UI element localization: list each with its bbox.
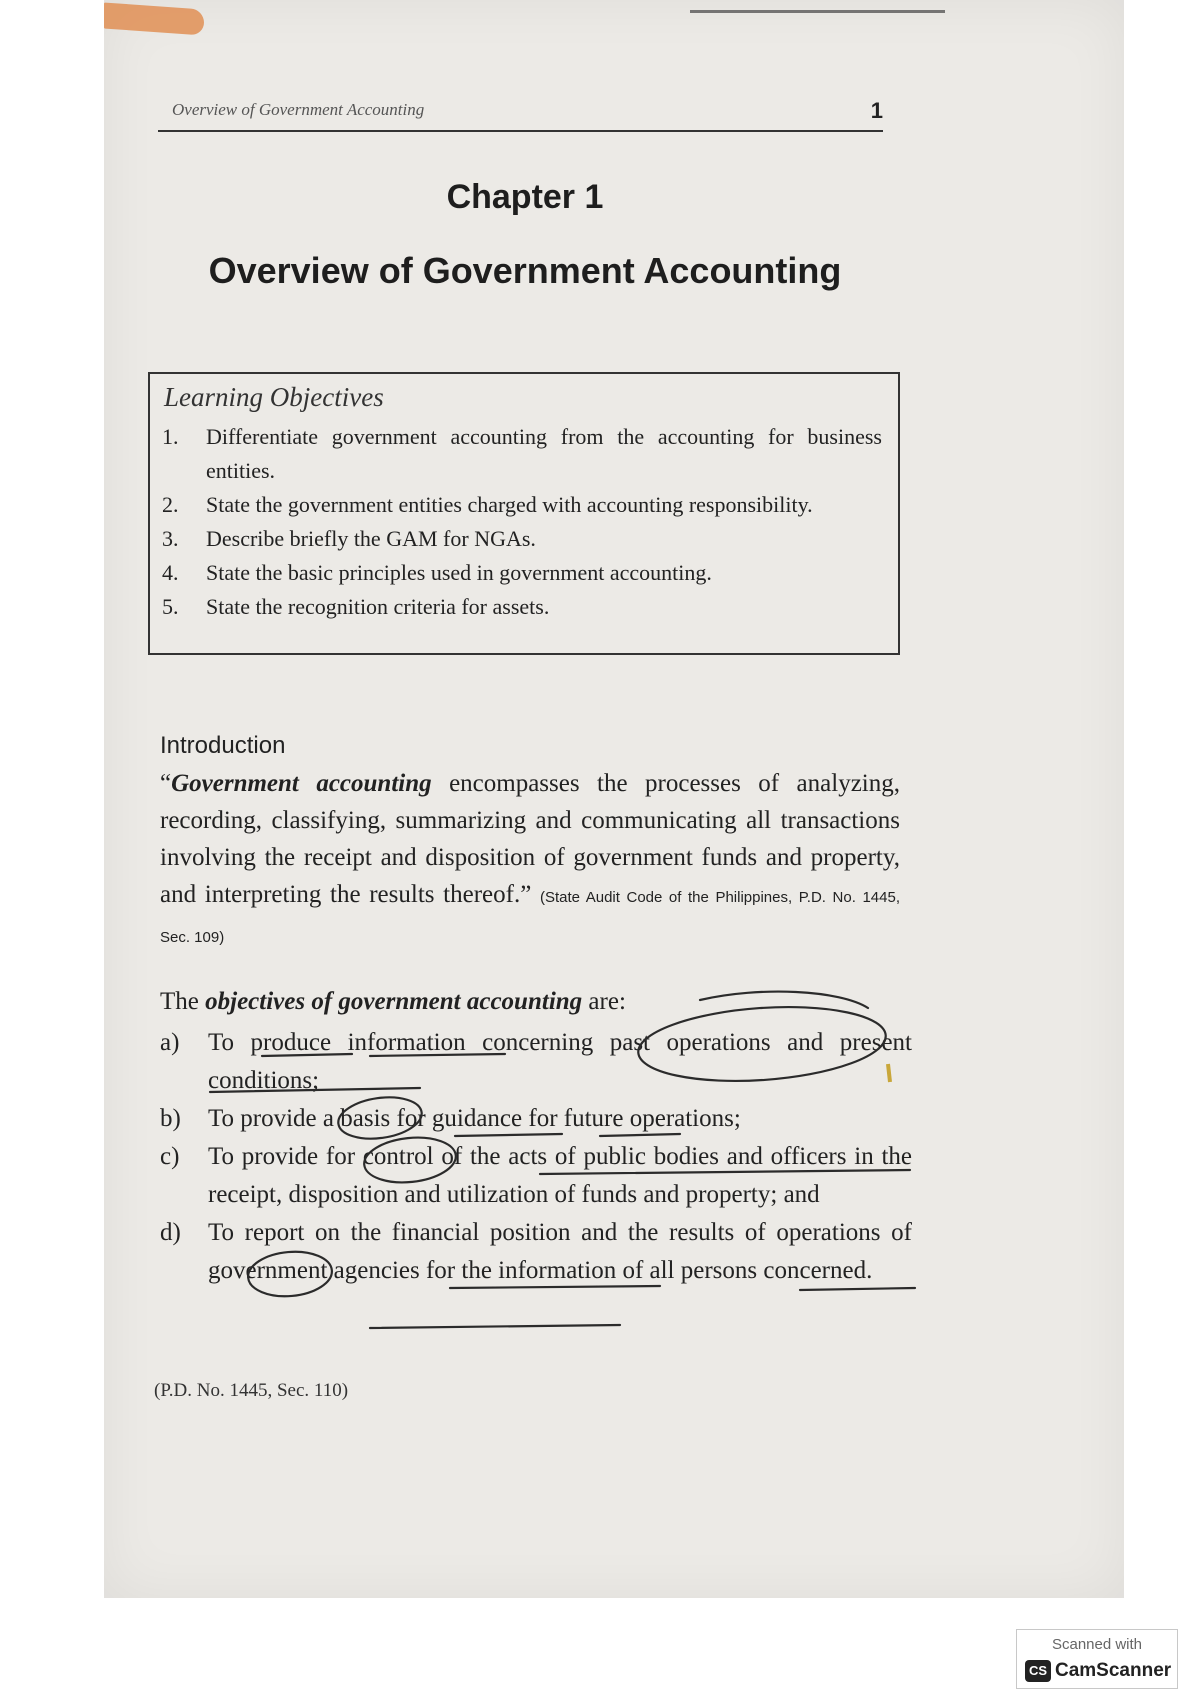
learning-objective-item xyxy=(162,556,882,590)
objectives-lead xyxy=(160,988,900,1016)
item-text: Differentiate government accounting from the accounting for business entities. xyxy=(206,424,882,483)
lead-term: objectives of government accounting xyxy=(205,988,583,1015)
defined-term: Government accounting xyxy=(171,770,432,797)
item-text: To provide for control of the acts of public bodies and officers in the receipt, disposition and utilization of funds and property; and xyxy=(208,1143,912,1208)
objectives-source: (P.D. No. 1445, Sec. 110) xyxy=(154,1380,349,1401)
item-number: 2. xyxy=(162,492,179,517)
objective-item xyxy=(160,1100,912,1138)
learning-objective-item xyxy=(162,522,882,556)
quote-mark: “ xyxy=(160,770,172,797)
item-label: b) xyxy=(160,1105,181,1132)
badge-brand xyxy=(1025,1660,1171,1684)
item-number: 1. xyxy=(162,424,179,449)
item-label: d) xyxy=(160,1219,181,1246)
learning-objective-item xyxy=(162,488,882,522)
learning-objectives-box xyxy=(148,372,900,655)
lead-prefix: The xyxy=(160,988,206,1015)
chapter-label: Chapter 1 xyxy=(446,178,604,216)
item-text: Describe briefly the GAM for NGAs. xyxy=(206,526,536,551)
item-text: To report on the financial position and the results of operations of government agencies for the information of all persons concerned. xyxy=(208,1219,912,1284)
objectives-list xyxy=(160,1024,912,1290)
objective-item xyxy=(160,1214,912,1290)
citation: (State Audit Code of the Philippines, P.D. No. 1445, Sec. 109) xyxy=(160,889,901,946)
objective-item xyxy=(160,1138,912,1214)
learning-objective-item xyxy=(162,590,882,624)
item-text: State the government entities charged with accounting responsibility. xyxy=(206,492,813,517)
item-label: c) xyxy=(160,1143,180,1170)
learning-objectives-heading: Learning Objectives xyxy=(164,382,384,412)
definition-text: encompasses the processes of analyzing, recording, classifying, summarizing and communicating all transactions involving the receipt and disposition of government funds and property, and interpreting the results thereof.” xyxy=(160,770,900,908)
camscanner-logo-icon: CS xyxy=(1025,1660,1051,1682)
item-label: a) xyxy=(160,1029,180,1056)
camscanner-badge xyxy=(1016,1629,1178,1689)
item-text: To produce information concerning past operations and present conditions; xyxy=(208,1029,912,1094)
introduction-paragraph xyxy=(160,765,900,956)
introduction-heading: Introduction xyxy=(160,732,286,759)
objective-item xyxy=(160,1024,912,1100)
lead-suffix: are: xyxy=(582,988,626,1015)
page-number: 1 xyxy=(870,98,883,123)
item-text: State the recognition criteria for assets. xyxy=(206,594,550,619)
learning-objective-item xyxy=(162,420,882,488)
item-text: To provide a basis for guidance for future operations; xyxy=(208,1105,741,1132)
item-number: 4. xyxy=(162,560,179,585)
learning-objectives-list xyxy=(162,420,882,624)
item-number: 5. xyxy=(162,594,179,619)
badge-name: CamScanner xyxy=(1055,1660,1172,1681)
item-number: 3. xyxy=(162,526,179,551)
chapter-title: Overview of Government Accounting xyxy=(208,250,842,291)
running-header xyxy=(158,96,883,132)
top-edge-line xyxy=(690,10,945,13)
item-text: State the basic principles used in government accounting. xyxy=(206,560,712,585)
badge-caption: Scanned with xyxy=(1051,1636,1143,1653)
running-title: Overview of Government Accounting xyxy=(172,100,425,119)
